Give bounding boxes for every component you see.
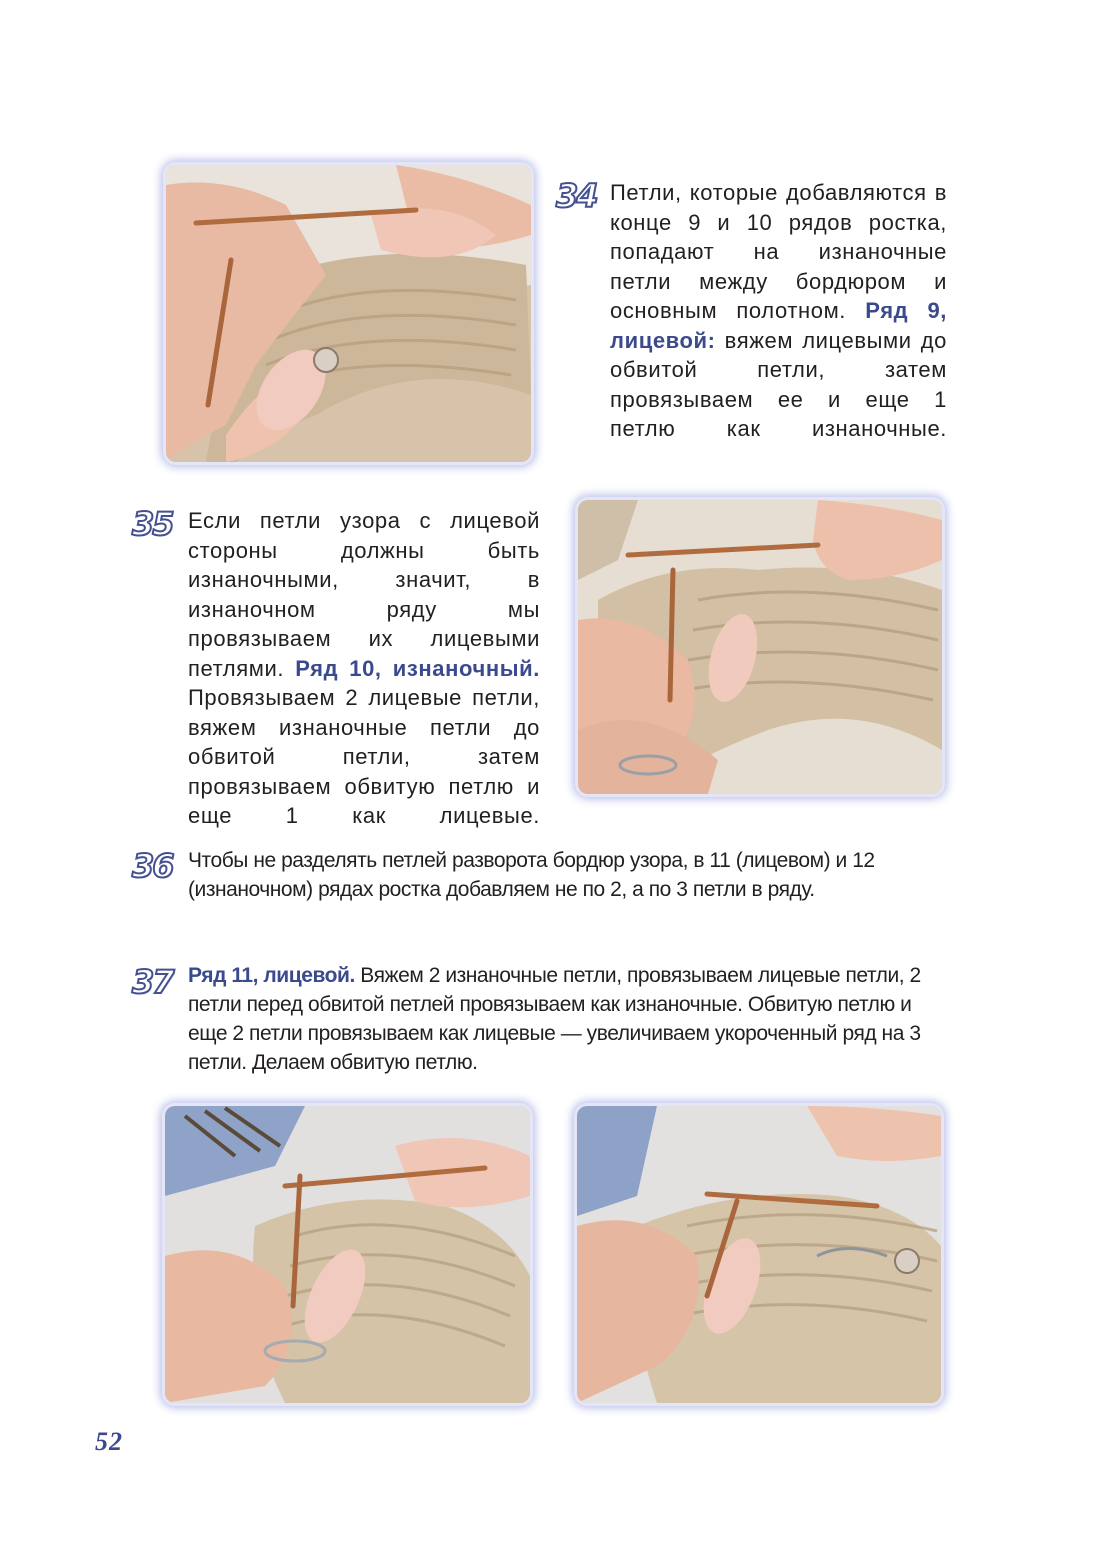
step-37-text-after: Вяжем 2 изнаночные петли, провязываем лицевые петли, 2 петли перед обвитой петлей провязываем как изнаночные. Обвитую петлю и еще 2 петли провязываем как лицевые — увеличиваем укороченный ряд на 3 петли. Делаем обвитую петлю. [188,964,921,1074]
step-35-text-before: Если петли узора с лицевой стороны должны быть изнаночными, значит, в изнаночном ряду мы провязываем их лицевыми петлями. [188,508,540,681]
knitting-photo-image [166,165,531,462]
step-34-text-after: вяжем лицевыми до обвитой петли, затем провязываем ее и еще 1 петлю как изнаночные. [610,327,947,441]
photo-step-34 [166,165,531,462]
step-35-text-after: Провязываем 2 лицевые петли, вяжем изнаночные петли до обвитой петли, затем провязываем обвитую петлю и еще 1 как лицевые. [188,685,540,828]
step-34-highlight: Ряд 9, лицевой: [610,298,948,353]
page-number: 52 [95,1427,123,1456]
step-34-text-before: Петли, которые добавляются в конце 9 и 10 рядов ростка, попадают на изнаночные петли между бордюром и основным полотном. [610,180,947,323]
photo-step-35 [578,500,942,794]
photo-step-37-a [165,1106,530,1403]
step-36-text-before: Чтобы не разделять петлей разворота бордюр узора, в 11 (лицевом) и 12 (изнаночном) рядах ростка добавляем не по 2, а по 3 петли в ряду. [188,849,875,901]
step-35-highlight: Ряд 10, изнаночный. [295,655,540,681]
step-36-text [188,846,953,904]
step-number-36: 36 [132,847,173,885]
step-37-text [188,961,953,1077]
step-34-text [610,178,947,444]
step-number-37: 37 [132,963,173,1001]
step-number-35: 35 [132,505,173,543]
knitting-photo-image [165,1106,530,1403]
step-35-text [188,506,540,831]
step-number-34: 34 [556,177,597,215]
knitting-photo-image [577,1106,941,1403]
step-37-highlight: Ряд 11, лицевой. [188,964,355,987]
photo-step-37-b [577,1106,941,1403]
knitting-photo-image [578,500,942,794]
